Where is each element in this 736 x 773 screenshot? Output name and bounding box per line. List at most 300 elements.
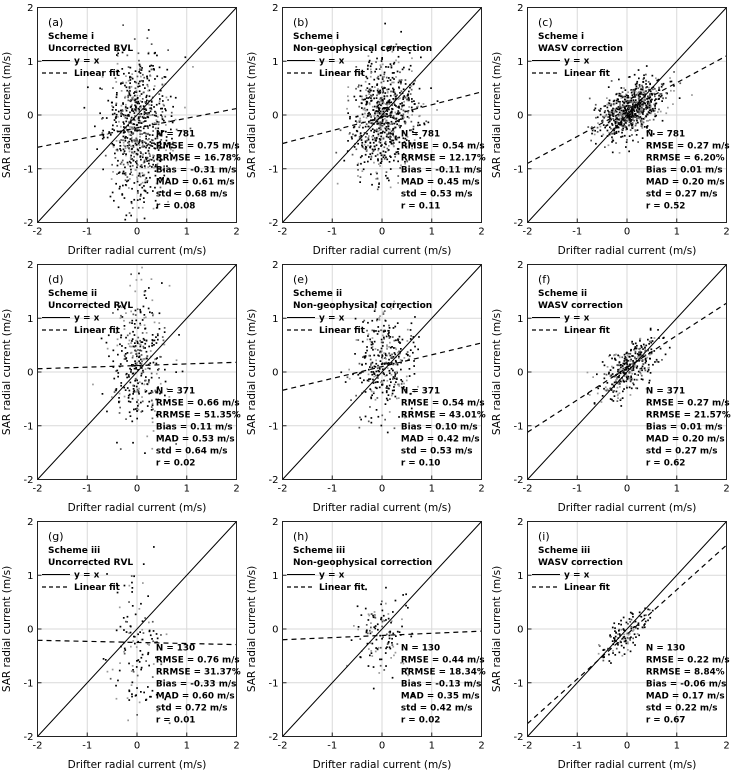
scatter-point bbox=[137, 86, 139, 88]
scatter-point bbox=[364, 161, 366, 163]
scatter-point bbox=[627, 637, 629, 639]
scatter-point bbox=[145, 368, 147, 370]
scatter-point bbox=[618, 630, 620, 632]
scatter-point bbox=[151, 166, 153, 168]
scatter-point bbox=[142, 74, 144, 76]
scatter-point bbox=[395, 372, 397, 374]
scatter-point bbox=[629, 354, 631, 356]
stats-line: std = 0.22 m/s bbox=[645, 703, 718, 714]
scatter-point bbox=[384, 620, 386, 622]
scatter-point bbox=[131, 188, 133, 190]
scatter-point bbox=[372, 379, 374, 381]
scatter-point bbox=[391, 130, 393, 132]
scatter-point bbox=[135, 70, 137, 72]
scatter-point bbox=[381, 601, 383, 603]
scatter-point bbox=[148, 53, 150, 55]
scatter-point bbox=[392, 378, 394, 380]
scatter-point bbox=[384, 132, 386, 134]
scatter-point bbox=[647, 114, 649, 116]
scatter-point bbox=[139, 141, 141, 143]
stats-line: r = 0.02 bbox=[155, 458, 196, 469]
scatter-point bbox=[135, 695, 137, 697]
scatter-point bbox=[380, 665, 382, 667]
scatter-point bbox=[634, 348, 636, 350]
scatter-point bbox=[390, 347, 392, 349]
scatter-point bbox=[381, 154, 383, 156]
scatter-point bbox=[145, 147, 147, 149]
stats-line: r = 0.01 bbox=[155, 715, 196, 726]
scatter-point bbox=[132, 331, 134, 333]
stats-line: Bias = 0.01 m/s bbox=[645, 422, 723, 433]
scatter-point bbox=[175, 97, 177, 99]
scatter-point bbox=[380, 123, 382, 125]
scatter-point bbox=[141, 411, 143, 413]
scatter-point bbox=[152, 130, 154, 132]
scatter-point bbox=[648, 111, 650, 113]
scatter-point bbox=[607, 107, 609, 109]
scatter-point bbox=[636, 86, 638, 88]
scatter-point bbox=[369, 142, 371, 144]
scatter-point bbox=[357, 605, 359, 607]
scatter-point bbox=[373, 376, 375, 378]
scatter-point bbox=[147, 78, 149, 80]
y-tick-label: 2 bbox=[27, 260, 34, 271]
scatter-point bbox=[398, 341, 400, 343]
scatter-point bbox=[640, 369, 642, 371]
scatter-point bbox=[660, 348, 662, 350]
scatter-point bbox=[115, 157, 117, 159]
scatter-point bbox=[144, 174, 146, 176]
scatter-point bbox=[135, 368, 137, 370]
scatter-point bbox=[418, 102, 420, 104]
scatter-point bbox=[647, 103, 649, 105]
scatter-point bbox=[641, 91, 643, 93]
scatter-point bbox=[130, 273, 132, 275]
scatter-point bbox=[414, 346, 416, 348]
scatter-point bbox=[392, 633, 394, 635]
scatter-point bbox=[606, 390, 608, 392]
scatter-point bbox=[385, 141, 387, 143]
scatter-point bbox=[389, 138, 391, 140]
panel-letter: (e) bbox=[293, 273, 309, 286]
scatter-point bbox=[384, 96, 386, 98]
scatter-point bbox=[636, 134, 638, 136]
scatter-point bbox=[134, 327, 136, 329]
scatter-point bbox=[111, 164, 113, 166]
stats-line: N = 130 bbox=[400, 643, 441, 654]
scatter-point bbox=[656, 361, 658, 363]
scatter-point bbox=[144, 113, 146, 115]
scatter-point bbox=[377, 381, 379, 383]
scatter-point bbox=[131, 131, 133, 133]
scatter-point bbox=[152, 418, 154, 420]
scatter-point bbox=[627, 649, 629, 651]
scatter-point bbox=[140, 691, 142, 693]
x-tick-label: 1 bbox=[183, 483, 190, 495]
scatter-point bbox=[366, 350, 368, 352]
y-tick-label: -1 bbox=[268, 678, 279, 690]
scatter-point bbox=[365, 146, 367, 148]
scatter-point bbox=[409, 368, 411, 370]
scatter-point bbox=[391, 67, 393, 69]
scatter-point bbox=[382, 90, 384, 92]
scatter-point bbox=[630, 394, 632, 396]
scatter-point bbox=[132, 393, 134, 395]
scatter-point bbox=[371, 184, 373, 186]
scatter-point bbox=[128, 397, 130, 399]
scatter-point bbox=[380, 75, 382, 77]
scatter-point bbox=[147, 405, 149, 407]
scatter-point bbox=[612, 108, 614, 110]
scatter-point bbox=[123, 149, 125, 151]
scatter-point bbox=[114, 113, 116, 115]
scatter-point bbox=[123, 164, 125, 166]
scatter-point bbox=[620, 104, 622, 106]
scatter-point bbox=[138, 353, 140, 355]
scatter-point bbox=[641, 369, 643, 371]
scatter-point bbox=[660, 111, 662, 113]
scatter-point bbox=[105, 155, 107, 157]
scatter-point bbox=[112, 171, 114, 173]
x-tick-label: 2 bbox=[723, 740, 730, 752]
scatter-point bbox=[347, 140, 349, 142]
scatter-point bbox=[140, 402, 142, 404]
scatter-point bbox=[136, 401, 138, 403]
scatter-point bbox=[120, 163, 122, 165]
scatter-point bbox=[391, 642, 393, 644]
scatter-point bbox=[398, 351, 400, 353]
scatter-point bbox=[138, 207, 140, 209]
scatter-point bbox=[137, 164, 139, 166]
scatter-point bbox=[638, 634, 640, 636]
stats-line: Bias = 0.10 m/s bbox=[400, 422, 478, 433]
scatter-point bbox=[388, 352, 390, 354]
scatter-point bbox=[376, 639, 378, 641]
x-tick-label: -2 bbox=[522, 483, 533, 495]
scatter-point bbox=[644, 126, 646, 128]
scatter-point bbox=[410, 335, 412, 337]
scatter-point bbox=[669, 77, 671, 79]
scatter-point bbox=[136, 144, 138, 146]
scatter-point bbox=[166, 69, 168, 71]
scatter-point bbox=[612, 152, 614, 154]
scatter-point bbox=[611, 80, 613, 82]
scatter-point bbox=[619, 633, 621, 635]
scatter-point bbox=[419, 88, 421, 90]
scatter-point bbox=[99, 88, 101, 90]
scatter-point bbox=[391, 374, 393, 376]
scatter-point bbox=[140, 107, 142, 109]
scatter-point bbox=[120, 139, 122, 141]
scatter-point bbox=[130, 646, 132, 648]
stats-line: MAD = 0.17 m/s bbox=[645, 691, 725, 702]
legend-identity-label: y = x bbox=[564, 570, 590, 581]
scatter-point bbox=[144, 343, 146, 345]
scatter-point bbox=[637, 129, 639, 131]
scatter-point bbox=[375, 348, 377, 350]
scatter-point bbox=[111, 396, 113, 398]
scatter-point bbox=[615, 142, 617, 144]
scatter-point bbox=[120, 626, 122, 628]
scatter-point bbox=[640, 348, 642, 350]
scatter-point bbox=[362, 341, 364, 343]
scatter-point bbox=[649, 95, 651, 97]
scatter-point bbox=[147, 653, 149, 655]
scatter-point bbox=[127, 162, 129, 164]
scatter-point bbox=[116, 94, 118, 96]
scatter-point bbox=[645, 90, 647, 92]
scatter-point bbox=[129, 394, 131, 396]
scatter-point bbox=[362, 356, 364, 358]
scatter-point bbox=[640, 116, 642, 118]
scatter-point bbox=[131, 352, 133, 354]
stats-line: MAD = 0.53 m/s bbox=[155, 434, 235, 445]
scatter-point bbox=[138, 388, 140, 390]
scatter-point bbox=[131, 151, 133, 153]
scatter-point bbox=[609, 103, 611, 105]
scatter-point bbox=[145, 136, 147, 138]
scatter-point bbox=[614, 627, 616, 629]
scatter-point bbox=[644, 626, 646, 628]
scatter-point bbox=[630, 626, 632, 628]
scatter-point bbox=[137, 153, 139, 155]
scatter-point bbox=[620, 115, 622, 117]
scatter-point bbox=[373, 666, 375, 668]
scatter-point bbox=[377, 629, 379, 631]
scatter-point bbox=[658, 98, 660, 100]
scatter-point bbox=[644, 347, 646, 349]
scatter-point bbox=[391, 368, 393, 370]
stats-line: RRMSE = 18.34% bbox=[400, 667, 486, 678]
scatter-point bbox=[144, 389, 146, 391]
scatter-point bbox=[633, 627, 635, 629]
scatter-point bbox=[648, 87, 650, 89]
scatter-point bbox=[114, 153, 116, 155]
scatter-point bbox=[636, 81, 638, 83]
scatter-point bbox=[372, 615, 374, 617]
scatter-point bbox=[153, 430, 155, 432]
scatter-point bbox=[135, 378, 137, 380]
scatter-point bbox=[384, 146, 386, 148]
panel-f bbox=[490, 257, 735, 514]
scatter-point bbox=[376, 106, 378, 108]
scatter-point bbox=[145, 297, 147, 299]
scatter-point bbox=[628, 151, 630, 153]
stats-line: RMSE = 0.76 m/s bbox=[155, 655, 240, 666]
scatter-point bbox=[624, 126, 626, 128]
scatter-point bbox=[661, 93, 663, 95]
scatter-point bbox=[645, 345, 647, 347]
scatter-point bbox=[437, 100, 439, 102]
scatter-point bbox=[129, 322, 131, 324]
stats-line: std = 0.27 m/s bbox=[645, 189, 718, 200]
scatter-point bbox=[361, 96, 363, 98]
y-tick-label: -2 bbox=[513, 732, 524, 743]
scatter-point bbox=[672, 103, 674, 105]
scatter-point bbox=[153, 88, 155, 90]
scatter-point bbox=[597, 127, 599, 129]
scatter-point bbox=[621, 97, 623, 99]
scatter-point bbox=[355, 66, 357, 68]
scatter-point bbox=[402, 115, 404, 117]
scatter-point bbox=[101, 338, 103, 340]
scatter-point bbox=[629, 117, 631, 119]
scatter-point bbox=[612, 140, 614, 142]
scatter-point bbox=[372, 367, 374, 369]
scatter-point bbox=[146, 351, 148, 353]
scatter-point bbox=[141, 69, 143, 71]
scatter-point bbox=[633, 99, 635, 101]
scatter-point bbox=[657, 329, 659, 331]
y-tick-label: 1 bbox=[27, 570, 34, 582]
scatter-point bbox=[373, 373, 375, 375]
scatter-point bbox=[354, 135, 356, 137]
scatter-point bbox=[113, 350, 115, 352]
scatter-point bbox=[642, 359, 644, 361]
scatter-point bbox=[382, 382, 384, 384]
scatter-point bbox=[115, 121, 117, 123]
scatter-point bbox=[148, 153, 150, 155]
scatter-point bbox=[627, 355, 629, 357]
scatter-point bbox=[397, 137, 399, 139]
scatter-point bbox=[118, 397, 120, 399]
scatter-point bbox=[126, 90, 128, 92]
scatter-point bbox=[390, 355, 392, 357]
scatter-point bbox=[645, 370, 647, 372]
scatter-point bbox=[365, 141, 367, 143]
scatter-point bbox=[125, 104, 127, 106]
scatter-point bbox=[142, 358, 144, 360]
scatter-point bbox=[131, 148, 133, 150]
scatter-point bbox=[158, 322, 160, 324]
legend-identity-label: y = x bbox=[564, 313, 590, 324]
scatter-point bbox=[148, 379, 150, 381]
scatter-point bbox=[387, 363, 389, 365]
scatter-point bbox=[121, 162, 123, 164]
stats-line: N = 781 bbox=[400, 129, 441, 140]
scatter-point bbox=[418, 115, 420, 117]
scatter-point bbox=[658, 109, 660, 111]
scatter-point bbox=[143, 563, 145, 565]
x-axis-label: Drifter radial current (m/s) bbox=[67, 245, 207, 257]
scatter-point bbox=[362, 321, 364, 323]
scatter-point bbox=[617, 355, 619, 357]
scatter-point bbox=[370, 650, 372, 652]
scatter-point bbox=[614, 639, 616, 641]
scatter-point bbox=[137, 149, 139, 151]
scatter-point bbox=[378, 331, 380, 333]
scatter-point bbox=[658, 88, 660, 90]
scatter-point bbox=[643, 81, 645, 83]
scatter-point bbox=[642, 627, 644, 629]
scatter-point bbox=[157, 339, 159, 341]
scatter-point bbox=[383, 156, 385, 158]
scatter-point bbox=[144, 167, 146, 169]
scatter-point bbox=[381, 659, 383, 661]
scatter-point bbox=[624, 96, 626, 98]
scatter-point bbox=[631, 369, 633, 371]
x-tick-label: -1 bbox=[82, 740, 93, 752]
scatter-point bbox=[144, 314, 146, 316]
scatter-point bbox=[172, 122, 174, 124]
scatter-point bbox=[140, 344, 142, 346]
scatter-point bbox=[110, 196, 112, 198]
scatter-point bbox=[129, 88, 131, 90]
scatter-point bbox=[372, 349, 374, 351]
scatter-point bbox=[413, 126, 415, 128]
scatter-point bbox=[347, 376, 349, 378]
scatter-point bbox=[139, 309, 141, 311]
scatter-point bbox=[140, 155, 142, 157]
scatter-point bbox=[127, 164, 129, 166]
scatter-point bbox=[134, 95, 136, 97]
scatter-point bbox=[630, 123, 632, 125]
scatter-point bbox=[639, 86, 641, 88]
scatter-point bbox=[377, 103, 379, 105]
scatter-point bbox=[120, 115, 122, 117]
scatter-point bbox=[164, 331, 166, 333]
scatter-point bbox=[384, 419, 386, 421]
scatter-point bbox=[131, 670, 133, 672]
scatter-point bbox=[148, 29, 150, 31]
correction-label: Uncorrected RVL bbox=[48, 558, 134, 568]
scatter-point bbox=[386, 102, 388, 104]
scatter-point bbox=[666, 92, 668, 94]
scatter-point bbox=[130, 138, 132, 140]
scatter-point bbox=[382, 154, 384, 156]
panel-h bbox=[245, 514, 490, 771]
scatter-point bbox=[367, 115, 369, 117]
scatter-point bbox=[375, 617, 377, 619]
stats-line: RMSE = 0.27 m/s bbox=[645, 398, 730, 409]
scatter-point bbox=[129, 346, 131, 348]
scatter-point bbox=[612, 115, 614, 117]
scatter-point bbox=[626, 643, 628, 645]
scatter-point bbox=[351, 138, 353, 140]
y-tick-label: 0 bbox=[517, 367, 524, 379]
scatter-point bbox=[613, 367, 615, 369]
stats-line: r = 0.08 bbox=[155, 201, 196, 212]
scatter-point bbox=[380, 152, 382, 154]
scatter-point bbox=[649, 617, 651, 619]
scatter-point bbox=[629, 119, 631, 121]
legend-fit-label: Linear fit bbox=[319, 69, 365, 79]
x-tick-label: -2 bbox=[32, 740, 43, 752]
scheme-label: Scheme i bbox=[293, 32, 340, 42]
scatter-point bbox=[358, 86, 360, 88]
y-tick-label: 0 bbox=[27, 110, 34, 122]
scatter-point bbox=[131, 140, 133, 142]
scatter-point bbox=[139, 85, 141, 87]
legend-identity-label: y = x bbox=[319, 56, 345, 67]
x-tick-label: 1 bbox=[673, 226, 680, 238]
scatter-point bbox=[359, 181, 361, 183]
scatter-point bbox=[371, 86, 373, 88]
scatter-point bbox=[128, 72, 130, 74]
scatter-point bbox=[388, 145, 390, 147]
scatter-point bbox=[615, 354, 617, 356]
scatter-point bbox=[362, 114, 364, 116]
scatter-point bbox=[614, 395, 616, 397]
scatter-point bbox=[679, 97, 681, 99]
scatter-point bbox=[148, 346, 150, 348]
scatter-point bbox=[123, 73, 125, 75]
scatter-point bbox=[381, 363, 383, 365]
scatter-point bbox=[394, 118, 396, 120]
scatter-point bbox=[147, 367, 149, 369]
scatter-point bbox=[387, 110, 389, 112]
scatter-point bbox=[130, 67, 132, 69]
